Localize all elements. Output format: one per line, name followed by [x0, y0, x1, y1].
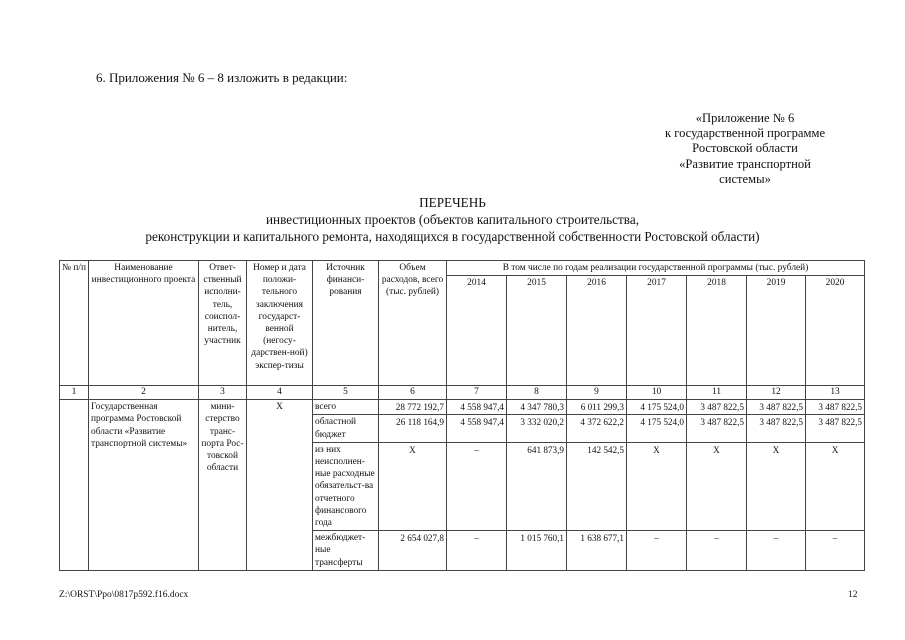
- title-line: реконструкции и капитального ремонта, находящихся в государственной собственности Ростовской области): [145, 229, 760, 244]
- year-cell: 1 015 760,1: [507, 531, 567, 571]
- year-cell: 4 372 622,2: [567, 415, 627, 442]
- year-cell: 4 558 947,4: [447, 415, 507, 442]
- year-cell: Х: [747, 442, 806, 530]
- year-cell: –: [747, 531, 806, 571]
- year-cell: 3 487 822,5: [687, 415, 747, 442]
- year-cell: –: [447, 442, 507, 530]
- column-number: 11: [687, 386, 747, 400]
- year-cell: 3 487 822,5: [687, 400, 747, 415]
- header-year: 2018: [687, 276, 747, 386]
- header-year: 2017: [627, 276, 687, 386]
- total-cell: 28 772 192,7: [379, 400, 447, 415]
- year-cell: 4 175 524,0: [627, 415, 687, 442]
- column-number: 2: [89, 386, 199, 400]
- source-cell: областной бюджет: [313, 415, 379, 442]
- header-year: 2014: [447, 276, 507, 386]
- annex-caption: [645, 111, 845, 187]
- column-number: 3: [199, 386, 247, 400]
- year-cell: 3 487 822,5: [747, 415, 806, 442]
- document-title: [0, 194, 905, 245]
- project-name: Государственная программа Ростовской области «Развитие транспортной системы»: [89, 400, 199, 571]
- column-number-row: [60, 386, 865, 400]
- column-number: 4: [247, 386, 313, 400]
- year-cell: 4 347 780,3: [507, 400, 567, 415]
- project-responsible: мини-стерство транс-порта Рос-товской области: [199, 400, 247, 571]
- year-cell: Х: [687, 442, 747, 530]
- header-responsible: Ответ-ственный исполни-тель, соиспол-нитель, участник: [199, 261, 247, 386]
- year-cell: 3 487 822,5: [806, 400, 865, 415]
- year-cell: 142 542,5: [567, 442, 627, 530]
- source-cell: межбюджет-ные трансферты: [313, 531, 379, 571]
- header-expertise: Номер и дата положи-тельного заключения государст-венной (негосу-дарствен-ной) экспер-тизы: [247, 261, 313, 386]
- intro-text: 6. Приложения № 6 – 8 изложить в редакции:: [96, 70, 348, 85]
- year-cell: 641 873,9: [507, 442, 567, 530]
- annex-line: «Приложение № 6: [695, 111, 795, 125]
- column-number: 12: [747, 386, 806, 400]
- source-cell: из них неисполнен-ные расходные обязательст-ва отчетного финансового года: [313, 442, 379, 530]
- column-number: 13: [806, 386, 865, 400]
- file-path: Z:\ORST\Ppo\0817p592.f16.docx: [59, 590, 189, 600]
- investment-projects-table: [59, 260, 865, 571]
- header-source: Источник финанси-рования: [313, 261, 379, 386]
- year-cell: –: [687, 531, 747, 571]
- total-cell: Х: [379, 442, 447, 530]
- total-cell: 26 118 164,9: [379, 415, 447, 442]
- year-cell: 6 011 299,3: [567, 400, 627, 415]
- year-cell: Х: [806, 442, 865, 530]
- annex-line: системы»: [719, 171, 771, 186]
- total-cell: 2 654 027,8: [379, 531, 447, 571]
- row-num-cell: [60, 400, 89, 571]
- header-years-caption: В том числе по годам реализации государственной программы (тыс. рублей): [447, 261, 865, 276]
- year-cell: Х: [627, 442, 687, 530]
- header-total: Объем расходов, всего (тыс. рублей): [379, 261, 447, 386]
- year-cell: 1 638 677,1: [567, 531, 627, 571]
- annex-line: к государственной программе: [664, 126, 826, 141]
- column-number: 5: [313, 386, 379, 400]
- title-line: инвестиционных проектов (объектов капитального строительства,: [265, 212, 640, 227]
- year-cell: 3 332 020,2: [507, 415, 567, 442]
- year-cell: 4 175 524,0: [627, 400, 687, 415]
- year-cell: 3 487 822,5: [747, 400, 806, 415]
- column-number: 9: [567, 386, 627, 400]
- title-main: ПЕРЕЧЕНЬ: [419, 195, 486, 210]
- column-number: 6: [379, 386, 447, 400]
- page-number: 12: [848, 590, 858, 600]
- header-year: 2016: [567, 276, 627, 386]
- annex-line: Ростовской области: [692, 141, 798, 156]
- header-year: 2019: [747, 276, 806, 386]
- source-cell: всего: [313, 400, 379, 415]
- column-number: 7: [447, 386, 507, 400]
- annex-line: «Развитие транспортной: [679, 156, 811, 171]
- column-number: 8: [507, 386, 567, 400]
- project-expertise: Х: [247, 400, 313, 571]
- year-cell: 4 558 947,4: [447, 400, 507, 415]
- table-header-row: [60, 261, 865, 276]
- year-cell: –: [447, 531, 507, 571]
- column-number: 10: [627, 386, 687, 400]
- year-cell: –: [627, 531, 687, 571]
- column-number: 1: [60, 386, 89, 400]
- header-year: 2020: [806, 276, 865, 386]
- table-row: [60, 400, 865, 415]
- header-year: 2015: [507, 276, 567, 386]
- header-name: Наименование инвестиционного проекта: [89, 261, 199, 386]
- year-cell: –: [806, 531, 865, 571]
- year-cell: 3 487 822,5: [806, 415, 865, 442]
- header-num: № п/п: [60, 261, 89, 386]
